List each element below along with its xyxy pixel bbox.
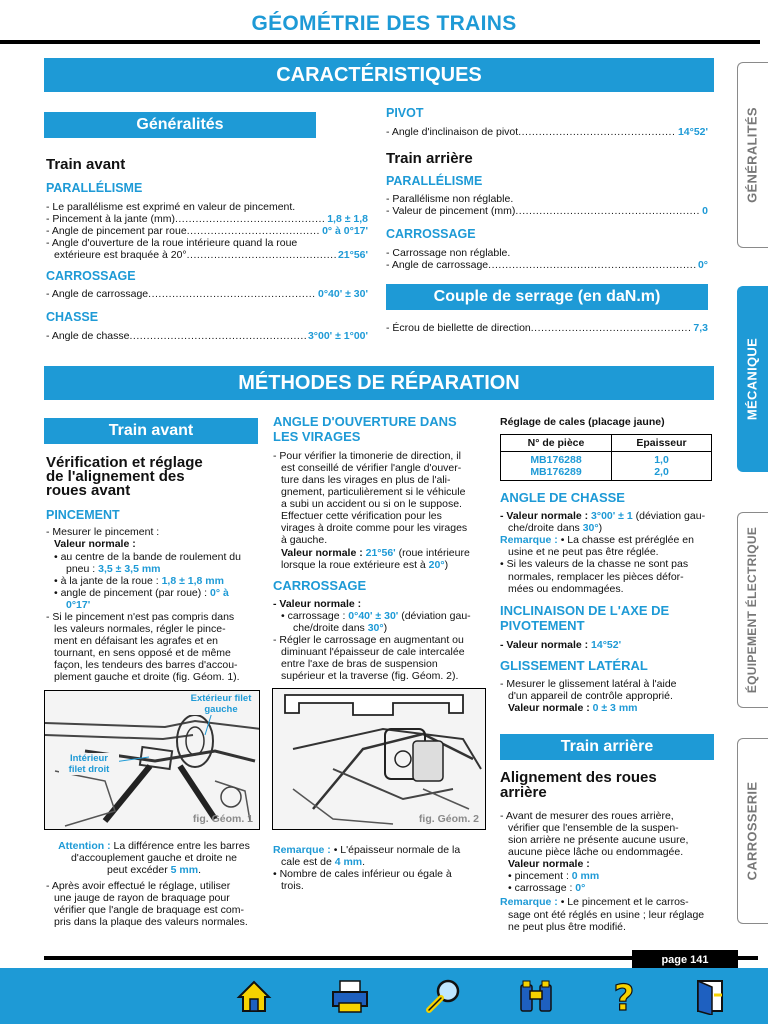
- ar-para-line-1: - Parallélisme non réglable.: [386, 193, 514, 206]
- carrossage-methode-heading: CARROSSAGE: [273, 577, 367, 593]
- methodes-col-1: [46, 456, 262, 683]
- figure-geom-2: [272, 688, 486, 830]
- carrossage-heading: CARROSSAGE: [46, 268, 136, 283]
- cales-col-epaisseur: Epaisseur: [612, 435, 712, 452]
- attention-note: Attention : La différence entre les barres d'accouplement gauche et droite ne peut excéder 5 mm.: [58, 840, 250, 877]
- para-line-4a: - Angle d'ouverture de la roue intérieure quand la roue: [46, 236, 298, 249]
- suspension-shim-illustration: [273, 689, 486, 830]
- pincement-heading: PINCEMENT: [46, 508, 120, 522]
- page-number: page 141: [632, 950, 738, 970]
- methodes-col-2: [273, 414, 489, 682]
- inclinaison-heading: INCLINAISON DE L'AXE DE PIVOTEMENT: [500, 602, 670, 633]
- alignement-arriere-text: - Avant de mesurer des roues arrière, vérifier que l'ensemble de la suspen- sion arrière ne présente aucune usure, aucune pièce lâche ou endommagée. Valeur normale : • pincement : 0 mm • carrossage : 0° Remarque : • Le pincement et le carros- sage ont été réglés en usine ; leur réglage ne peut plus être modifié.: [500, 810, 705, 933]
- fig2-caption: fig. Géom. 2: [418, 812, 479, 825]
- inclinaison-text: - Valeur normale : 14°52': [500, 638, 622, 651]
- apres-reglage-text: - Après avoir effectué le réglage, utiliser une jauge de rayon de braquage pour vérifier que l'angle de braquage est com- pris dans la plaque des valeurs normales.: [46, 880, 248, 929]
- cales-epaisseurs: 1,0 2,0: [612, 452, 712, 481]
- angle-ouverture-heading: ANGLE D'OUVERTURE DANS LES VIRAGES: [273, 414, 457, 444]
- side-tab-carrosserie[interactable]: CARROSSERIE: [737, 738, 768, 924]
- title-rule: [0, 40, 760, 44]
- fig1-label-exterieur: Extérieur filet gauche: [183, 693, 259, 715]
- ar-parallelisme-heading: PARALLÉLISME: [386, 173, 483, 188]
- ar-para-line-2: - Valeur de pincement (mm) ..... 0: [386, 205, 708, 217]
- fig1-label-interieur: Intérieur filet droit: [59, 753, 119, 775]
- couple-line: - Écrou de biellette de direction ..... 7,3: [386, 322, 708, 334]
- caract-left-column: [46, 156, 368, 342]
- parallelisme-heading: PARALLÉLISME: [46, 181, 143, 196]
- caract-right-column: [386, 106, 708, 271]
- side-tab-mecanique[interactable]: MÉCANIQUE: [737, 286, 768, 472]
- para-line-3: - Angle de pincement par roue ..... 0° à 0°17': [46, 225, 368, 237]
- chasse-line: - Angle de chasse ..... 3°00' ± 1°00': [46, 330, 368, 342]
- printer-icon[interactable]: [330, 976, 370, 1016]
- para-line-2: - Pincement à la jante (mm) ..... 1,8 ± 1,8: [46, 213, 368, 225]
- pivot-line: - Angle d'inclinaison de pivot ..... 14°52': [386, 126, 708, 138]
- remarque-cale: Remarque : • L'épaisseur normale de la cale est de 4 mm. • Nombre de cales inférieur ou égale à trois.: [273, 844, 461, 893]
- alignement-arriere-heading: Alignement des roues arrière: [500, 769, 657, 801]
- pincement-text: - Mesurer le pincement : Valeur normale : • au centre de la bande de roulement du pneu : 3,5 ± 3,5 mm • à la jante de la roue : 1,8 ± 1,8 mm • angle de pincement (par roue) : 0° à 0°17' - Si le pincement n'est pas compris dans les valeurs normales, régler le pince- ment en défaisant les agrafes et en tournant, en sens opposé et de même façon, les tendeurs des barres d'accou- plement gauche et droite (fig. Géom. 1).: [46, 526, 241, 684]
- train-avant-banner: Train avant: [44, 418, 258, 444]
- ar-carr-line-2: - Angle de carrossage ..... 0°: [386, 259, 708, 271]
- train-arriere-banner: Train arrière: [500, 734, 714, 760]
- carrossage-methode-text: - Valeur normale : • carrossage : 0°40' ± 30' (déviation gau- che/droite dans 30°) - Régler le carrossage en augmentant ou diminuant l'épaisseur de cale intercalée entre l'axe de bras de suspension supérieur et la traverse (fig. Géom. 2).: [273, 597, 471, 682]
- caracteristiques-banner: CARACTÉRISTIQUES: [44, 58, 714, 92]
- cales-col-piece: N° de pièce: [501, 435, 612, 452]
- page-title: GÉOMÉTRIE DES TRAINS: [251, 12, 517, 35]
- angle-chasse-heading: ANGLE DE CHASSE: [500, 490, 625, 506]
- ar-carrossage-heading: CARROSSAGE: [386, 227, 476, 242]
- footer-nav-bar: [0, 968, 768, 1024]
- figure-geom-1: [44, 690, 260, 830]
- side-tab-generalites[interactable]: GÉNÉRALITÉS: [737, 62, 768, 248]
- couple-banner: Couple de serrage (en daN.m): [386, 284, 708, 310]
- search-icon[interactable]: [424, 976, 464, 1016]
- para-line-4b: extérieure est braquée à 20° ..... 21°56': [46, 249, 368, 261]
- alignement-arriere-block: [500, 770, 714, 933]
- help-icon[interactable]: [604, 976, 644, 1016]
- ar-carr-line-1: - Carrossage non réglable.: [386, 246, 511, 259]
- cales-title: Réglage de cales (placage jaune): [500, 416, 665, 428]
- cales-table: [500, 434, 712, 481]
- angle-ouverture-text: - Pour vérifier la timonerie de direction, il est conseillé de vérifier l'angle d'ouver- ture dans les virages en plus de l'ali- gnement, particulièrement si le véhicule a subi un accident ou si on le suppose. Effectuer cette vérification pour les virages à droite comme pour les virages à gauche. Valeur normale : 21°56' (roue intérieure lorsque la roue extérieure est à 20°): [273, 450, 470, 571]
- train-arriere-heading: Train arrière: [386, 150, 473, 168]
- home-icon[interactable]: [234, 976, 274, 1016]
- glissement-text: - Mesurer le glissement latéral à l'aide d'un appareil de contrôle approprié. Valeur normale : 0 ± 3 mm: [500, 677, 677, 714]
- cales-pieces: MB176288 MB176289: [501, 452, 612, 481]
- couple-block: [386, 322, 708, 334]
- generalites-banner: Généralités: [44, 112, 316, 138]
- carrossage-line: - Angle de carrossage ..... 0°40' ± 30': [46, 288, 368, 300]
- methodes-col-3: [500, 416, 714, 714]
- svg-text:?: ?: [613, 978, 635, 1015]
- exit-icon[interactable]: [690, 976, 730, 1016]
- binoculars-icon[interactable]: [516, 976, 556, 1016]
- fig1-caption: fig. Géom. 1: [192, 812, 253, 825]
- verif-title: Vérification et réglage de l'alignement des roues avant: [46, 454, 203, 499]
- para-line-1: - Le parallélisme est exprimé en valeur de pincement.: [46, 200, 296, 213]
- side-tab-equipement-electrique[interactable]: ÉQUIPEMENT ÉLECTRIQUE: [737, 512, 768, 708]
- glissement-heading: GLISSEMENT LATÉRAL: [500, 657, 648, 673]
- pivot-heading: PIVOT: [386, 106, 424, 120]
- methodes-banner: MÉTHODES DE RÉPARATION: [44, 366, 714, 400]
- angle-chasse-text: - Valeur normale : 3°00' ± 1 (déviation gau- che/droite dans 30°) Remarque : • La chasse est préréglée en usine et ne peut pas être réglée. • Si les valeurs de la chasse ne sont pas normales, remplacer les pièces défor- mées ou endommagées.: [500, 510, 706, 595]
- train-avant-heading: Train avant: [46, 156, 126, 173]
- chasse-heading: CHASSE: [46, 310, 99, 325]
